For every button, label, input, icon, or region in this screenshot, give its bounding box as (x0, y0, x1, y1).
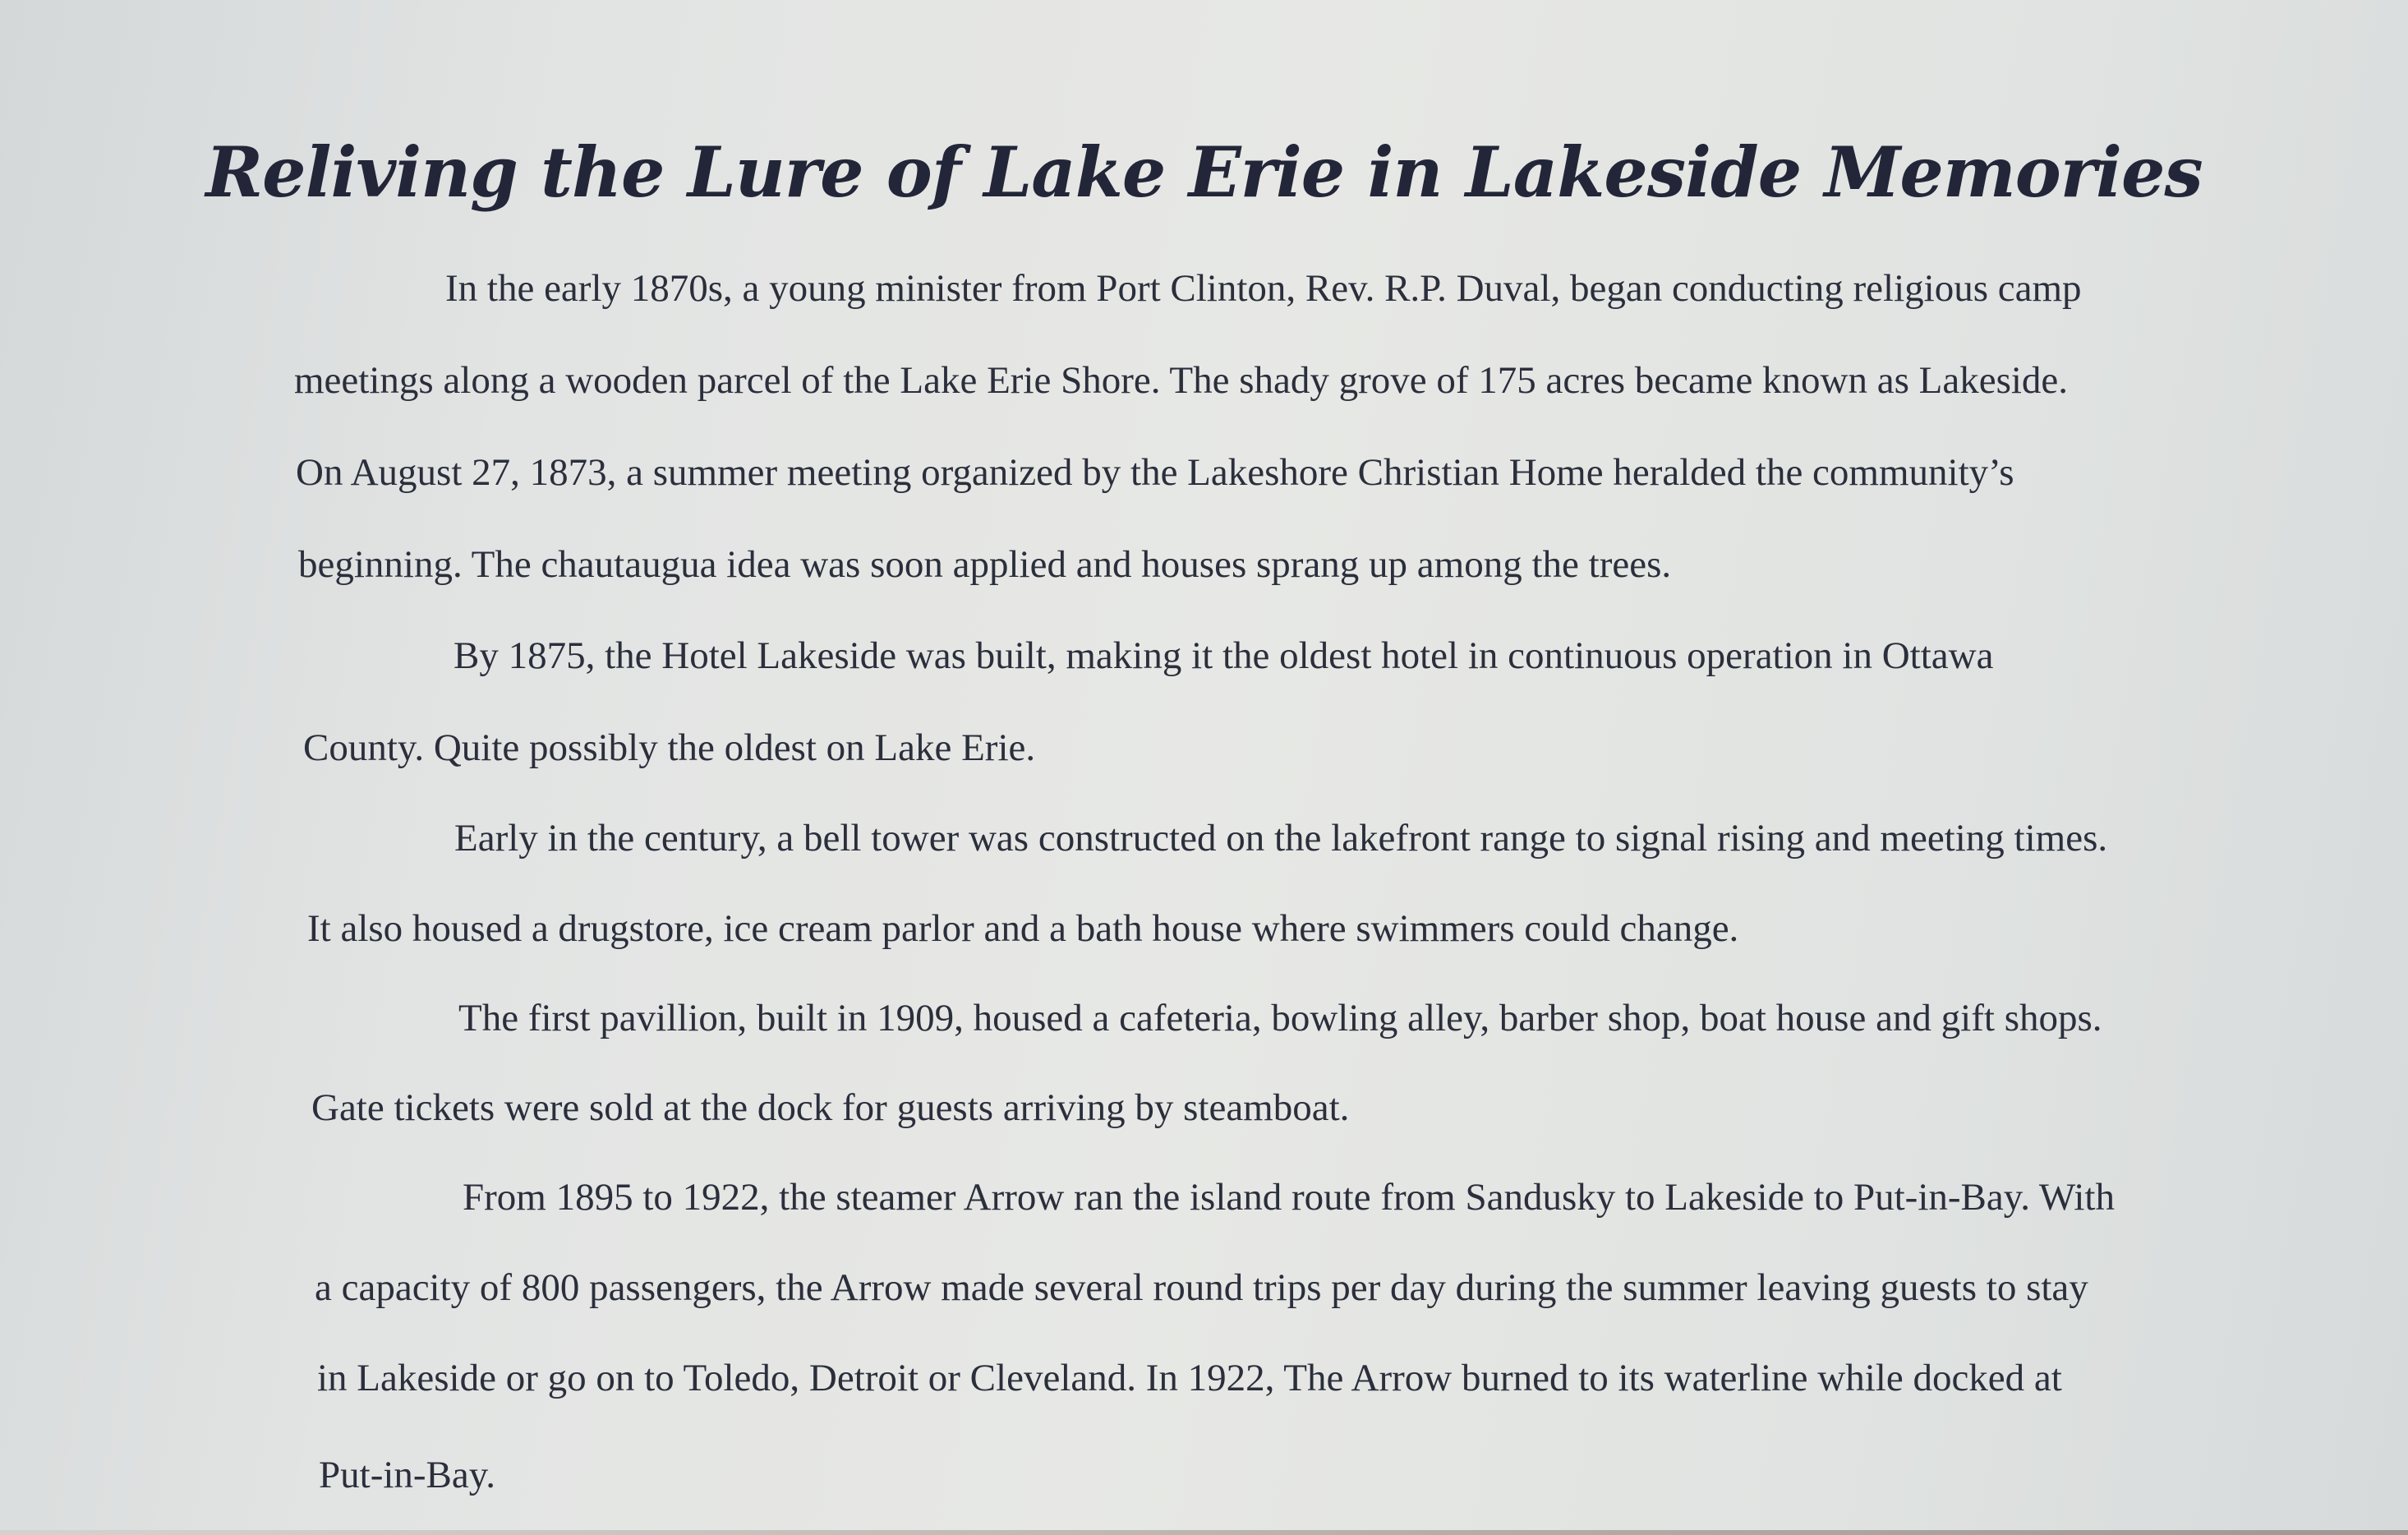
text-line: From 1895 to 1922, the steamer Arrow ran the island route from Sandusky to Lakeside to Put-in-Bay. With (463, 1176, 2115, 1219)
text-line: a capacity of 800 passengers, the Arrow made several round trips per day during the summer leaving guests to stay (315, 1266, 2088, 1309)
text-line: By 1875, the Hotel Lakeside was built, making it the oldest hotel in continuous operation in Ottawa (454, 634, 1994, 677)
table-edge (0, 1530, 2408, 1535)
text-line: meetings along a wooden parcel of the Lake Erie Shore. The shady grove of 175 acres became known as Lakeside. (294, 359, 2069, 402)
text-line: County. Quite possibly the oldest on Lake Erie. (303, 726, 1036, 769)
text-line: The first pavillion, built in 1909, housed a cafeteria, bowling alley, barber shop, boat house and gift shops. (458, 997, 2102, 1039)
text-line: in Lakeside or go on to Toledo, Detroit or Cleveland. In 1922, The Arrow burned to its waterline while docked at (317, 1357, 2062, 1399)
text-line: beginning. The chautaugua idea was soon applied and houses sprang up among the trees. (298, 543, 1672, 586)
document-title: Reliving the Lure of Lake Erie in Lakeside Memories (205, 131, 2203, 213)
text-line: In the early 1870s, a young minister from Port Clinton, Rev. R.P. Duval, began conducting religious camp (445, 267, 2082, 310)
text-line: Early in the century, a bell tower was constructed on the lakefront range to signal rising and meeting times. (454, 817, 2108, 860)
text-line: Put-in-Bay. (319, 1454, 495, 1496)
text-line: It also housed a drugstore, ice cream parlor and a bath house where swimmers could change. (307, 907, 1739, 950)
text-line: Gate tickets were sold at the dock for guests arriving by steamboat. (311, 1086, 1350, 1129)
text-line: On August 27, 1873, a summer meeting organized by the Lakeshore Christian Home heralded the community’s (296, 451, 2014, 494)
